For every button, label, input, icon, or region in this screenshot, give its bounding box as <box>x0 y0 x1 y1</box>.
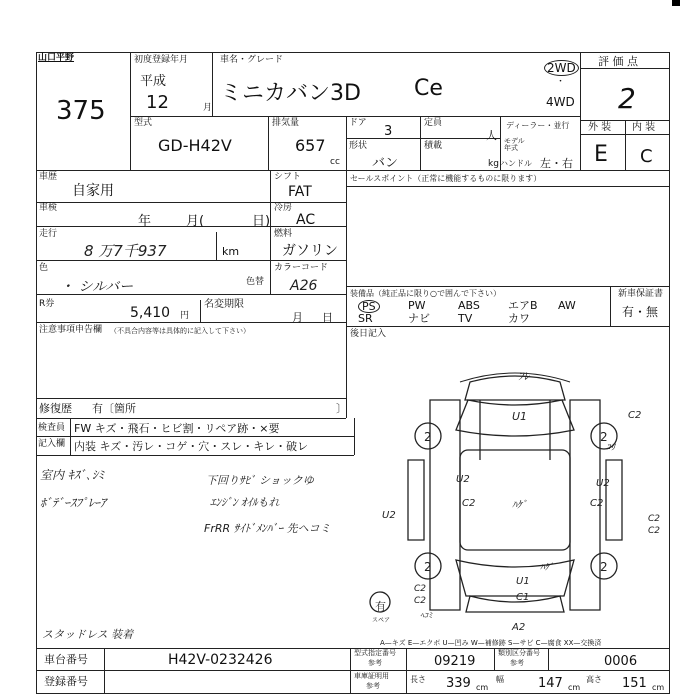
diagram-label-18: ｺﾘ <box>606 443 616 453</box>
corner-mark <box>672 0 680 6</box>
area-label: 山口平野 <box>38 53 75 63</box>
interior-grade: C <box>640 146 653 167</box>
color-label: 色 <box>39 263 49 273</box>
warranty-day: 日 <box>322 311 333 324</box>
height: 151 <box>622 676 647 691</box>
equipment-item: カワ <box>508 312 530 325</box>
chassis-label: 車台番号 <box>44 653 88 666</box>
diagram-label-8: ﾊｹﾞ <box>512 500 527 511</box>
exterior-grade: E <box>594 142 608 167</box>
fuel-label: 燃料 <box>274 229 293 239</box>
history-label: 車歴 <box>39 172 58 182</box>
color: ・ シルバー <box>60 279 134 295</box>
era: 平成 <box>140 74 167 89</box>
dim-sub: 参考 <box>366 682 380 690</box>
color-code: A26 <box>290 278 318 294</box>
caution-label: 注意事項申告欄 <box>39 325 103 335</box>
car-name-label: 車名・グレード <box>220 55 284 65</box>
after-label: 後日記入 <box>350 329 387 339</box>
eval-label: 評 価 点 <box>598 55 638 68</box>
door-label: ドア <box>349 118 367 128</box>
displacement-label: 排気量 <box>272 118 300 128</box>
cc-unit: cc <box>330 157 340 167</box>
class-number: 0006 <box>604 654 638 669</box>
equipment-item: AW <box>558 299 576 312</box>
model-year-label: モデル年式 <box>504 137 525 152</box>
reg-year: 12 <box>146 92 169 113</box>
diagram-label-3: C2 <box>628 410 642 421</box>
equipment-grid <box>358 300 608 326</box>
km-unit: km <box>222 245 240 258</box>
spare-caption: スペア <box>372 617 391 624</box>
inspector-row-1: FW キズ・飛石・ヒビ割・リペア跡・×要 <box>74 422 280 435</box>
length-cm: cm <box>476 683 489 692</box>
equipment-item: ナビ <box>408 312 430 325</box>
ac: AC <box>296 212 316 228</box>
handle: 左・右 <box>540 157 573 170</box>
diagram-label-13: C2 <box>414 584 427 594</box>
diagram-label-2: U1 <box>512 410 528 423</box>
class-sub: 参考 <box>510 659 524 667</box>
fuel: ガソリン <box>282 243 338 259</box>
note-5: FrRR ｻｲﾄﾞﾒﾝﾊﾞｰ 先ヘコミ <box>204 522 331 535</box>
equipment-item: ABS <box>458 299 480 312</box>
handle-label: ハンドル <box>500 159 532 168</box>
drive-4wd: 4WD <box>546 95 575 109</box>
warranty-label: 名変期限 <box>204 299 244 310</box>
diagram-label-1: ﾌﾚ <box>518 370 529 383</box>
length-label: 長さ <box>410 675 426 684</box>
inspection-month: 月( <box>186 214 205 229</box>
diagram-label-12: A2 <box>512 622 526 633</box>
equipment-item: エアB <box>508 299 538 312</box>
diagram-label-16: C2 <box>648 514 661 524</box>
month-suffix: 月 <box>203 103 213 113</box>
interior-label: 内 装 <box>632 122 656 133</box>
tire-score-fr: 2 <box>600 430 608 444</box>
diagram-label-4: C2 <box>462 498 476 509</box>
spare-mark: 有 <box>375 600 386 613</box>
displacement: 657 <box>295 136 326 155</box>
load-label: 積載 <box>424 141 443 151</box>
dim-label: 車庫証明用 <box>354 672 389 680</box>
height-label: 高さ <box>586 675 602 684</box>
note-1: 室内 ｷｽﾞ､ｼﾐ <box>40 468 104 482</box>
model: GD-H42V <box>158 136 232 155</box>
inspection-label: 車検 <box>39 203 58 213</box>
car-name: ミニカバン3D <box>220 81 361 106</box>
exterior-label: 外 装 <box>588 122 612 133</box>
equipment-item: PW <box>408 299 426 312</box>
diagram-label-17: C2 <box>648 526 661 536</box>
diagram-label-9: U2 <box>382 510 396 521</box>
note-2: ﾎﾞﾃﾞｰｽﾌﾟﾚｰｱ <box>40 496 107 510</box>
inspector-label-1: 検査員 <box>38 423 66 433</box>
repair-value: 有〔箇所 <box>92 402 136 415</box>
type-cert: 09219 <box>434 654 476 669</box>
type-cert-label: 型式指定番号 <box>354 649 396 657</box>
yen-unit: 円 <box>180 311 190 321</box>
diagram-label-14: C2 <box>414 596 427 606</box>
tire-score-fl: 2 <box>424 430 432 444</box>
diagram-label-10: U1 <box>516 576 530 587</box>
equipment-item: TV <box>458 312 473 325</box>
equipment-item: PS <box>358 300 380 313</box>
new-warranty-label: 新車保証書 <box>618 289 664 299</box>
body: バン <box>372 156 399 171</box>
door: 3 <box>384 124 393 139</box>
drive-2wd: 2WD <box>544 60 579 76</box>
inspection-day: 日) <box>252 214 271 229</box>
inspection-year: 年 <box>138 214 152 229</box>
capacity-label: 定員 <box>424 118 443 128</box>
first-reg-label: 初度登録年月 <box>134 55 189 65</box>
repair-close: 〕 <box>336 402 347 415</box>
note-4: ｴﾝｼﾞﾝ ｵｲﾙもれ <box>210 496 280 509</box>
tire-score-rr: 2 <box>600 560 608 574</box>
ac-label: 冷房 <box>274 203 293 213</box>
recycle: 5,410 <box>130 305 171 321</box>
diagram-label-19: ﾍｺﾐ <box>420 611 432 620</box>
color-change-label: 色替 <box>246 277 265 287</box>
color-code-label: カラーコード <box>274 263 329 273</box>
grade: Ce <box>414 76 443 101</box>
caution-sub: （不具合内容等は具体的に記入して下さい） <box>110 327 250 335</box>
note-6: スタッドレス 装着 <box>42 628 134 641</box>
capacity-unit: 人 <box>486 129 497 142</box>
tire-score-rl: 2 <box>424 560 432 574</box>
equipment-label: 装備品（純正品に限り○で囲んで下さい） <box>350 289 501 298</box>
reg-label: 登録番号 <box>44 675 88 688</box>
length: 339 <box>446 676 471 691</box>
shift-label: シフト <box>274 172 302 182</box>
class-label: 類別区分番号 <box>498 649 540 657</box>
diagram-label-7: U2 <box>596 478 610 489</box>
diagram-label-5: U2 <box>456 474 470 485</box>
inspector-row-2: 内装 キズ・汚レ・コゲ・穴・スレ・キレ・破レ <box>74 440 309 453</box>
width: 147 <box>538 676 563 691</box>
warranty-month: 月 <box>292 311 303 324</box>
sales-point-label: セールスポイント（正常に機能するものに限ります） <box>350 174 542 183</box>
body-label: 形状 <box>349 141 368 151</box>
drive-dot: ・ <box>556 77 566 87</box>
width-cm: cm <box>568 683 581 692</box>
history: 自家用 <box>72 183 114 199</box>
diagram-label-11: C1 <box>516 592 530 603</box>
inspector-label-2: 記入欄 <box>38 439 66 449</box>
mileage-label: 走行 <box>39 229 58 239</box>
diagram-label-6: C2 <box>590 498 604 509</box>
note-3: 下回りｻﾋﾞ ショックゆ <box>206 474 314 487</box>
new-warranty: 有・無 <box>622 305 659 319</box>
recycle-label: R券 <box>39 299 55 309</box>
diagram-label-15: ﾊｹﾞ <box>540 563 554 573</box>
model-label: 型式 <box>134 118 153 128</box>
chassis-number: H42V-0232426 <box>168 652 273 668</box>
shift: FAT <box>288 184 312 200</box>
type-cert-sub: 参考 <box>368 659 382 667</box>
width-label: 幅 <box>496 675 504 684</box>
eval-score: 2 <box>618 82 636 115</box>
height-cm: cm <box>652 683 665 692</box>
repair-label: 修復歴 <box>39 402 72 415</box>
dealer-label: ディーラー・並行 <box>506 121 570 130</box>
damage-legend: A—キズ E—エクボ U—凹み W—補修跡 S—サビ C—腐食 XX—交換済 <box>380 639 602 647</box>
equipment-item: SR <box>358 312 373 325</box>
lot-number: 375 <box>56 96 106 126</box>
mileage: 8 万7千937 <box>84 242 167 260</box>
load-unit: kg <box>488 159 499 169</box>
